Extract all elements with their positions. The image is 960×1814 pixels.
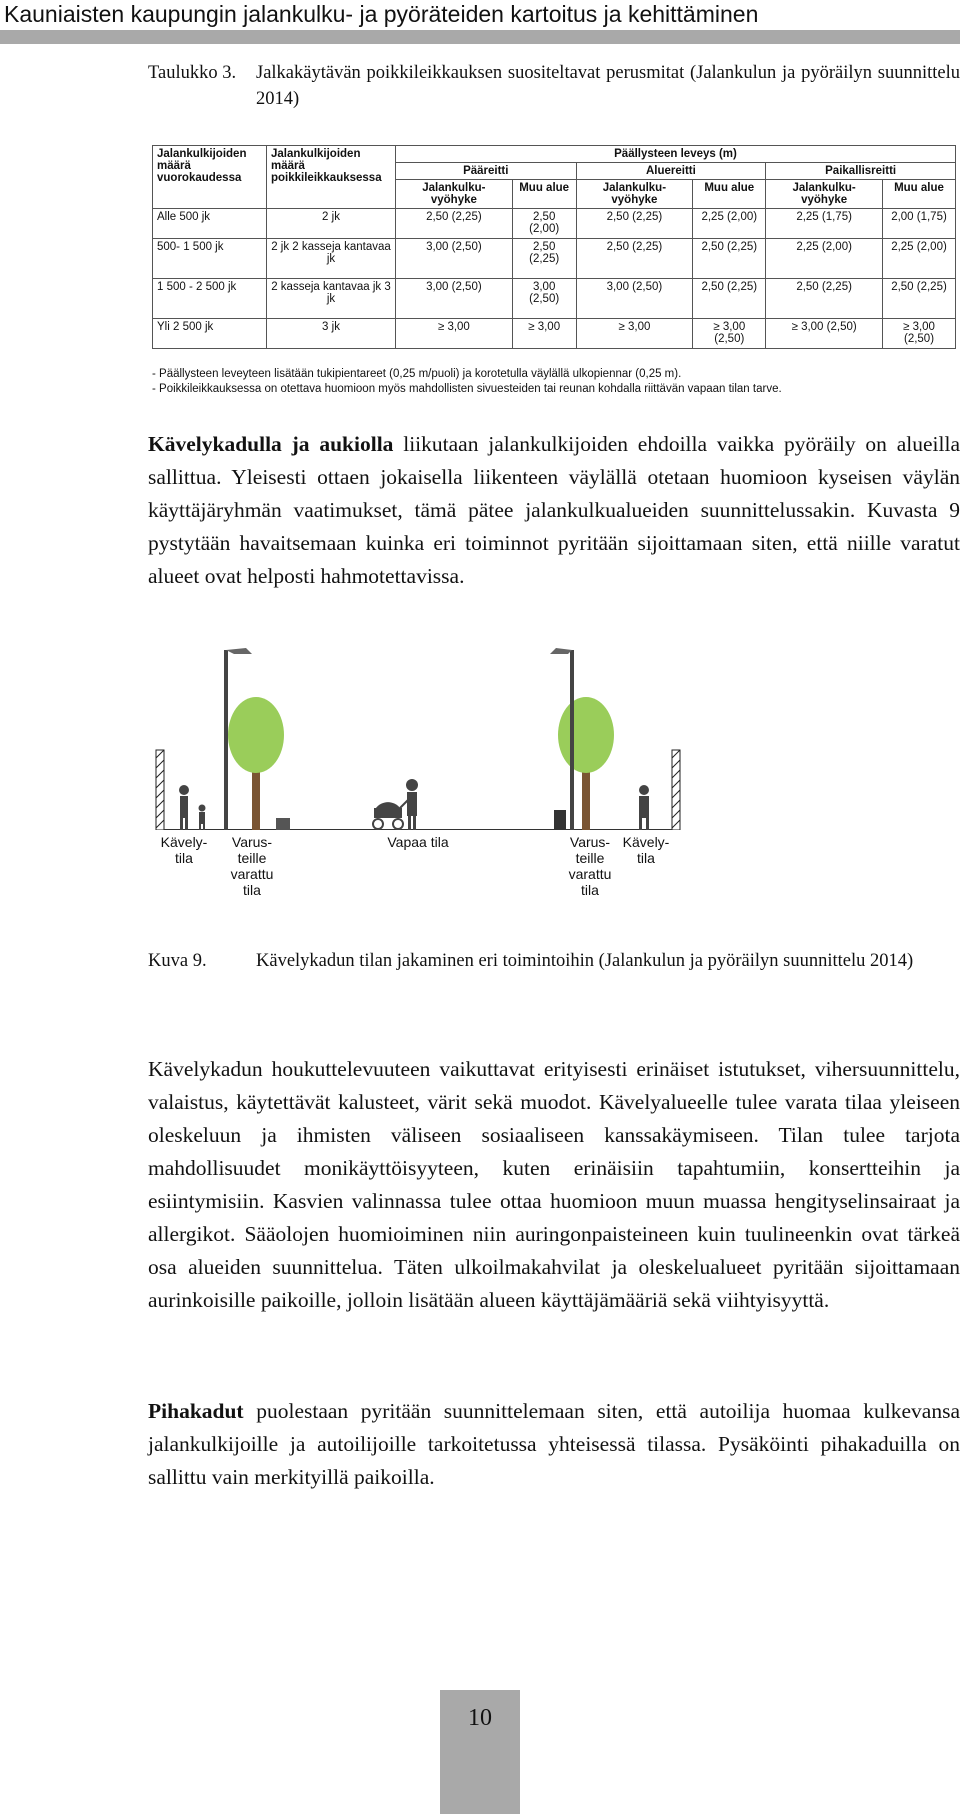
tree-left-icon <box>228 697 284 830</box>
paragraph-lead: Pihakadut <box>148 1399 244 1423</box>
bench-icon <box>276 818 290 830</box>
paragraph-yard-streets <box>148 1395 960 1494</box>
cell-value: 3,00 (2,50) <box>396 239 513 279</box>
paragraph-pedestrian-street <box>148 428 960 593</box>
cell-section: 2 jk <box>267 209 396 239</box>
paragraph-body: Kävelykadun houkuttelevuuteen vaikuttavat erityisesti erinäiset istutukset, vihersuunnittelu, valaistus, käytettävät kalusteet, värit sekä muodot. Kävelyalueelle tulee varata tilaa yleiseen oleskeluun ja ihmisten väliseen sosiaaliseen kanssakäymiseen. Tilan tulee tarjota mahdollisuudet monikäyttöisyyteen, kuten erinäisiin tapahtumiin, konsertteihin ja esiintymisiin. Kasvien valinnassa tulee ottaa huomioon muun muassa hengityselinsairaat ja allergikot. Sääolojen huomioiminen niin auringonpaisteineen kuin tuulineenkin ovat tärkeä osa alueiden suunnittelua. Täten ulkoilmakahvilat ja oleskelualueet pyritään sijoittamaan aurinkoisille paikoille, jolloin lisätään alueen käyttäjämääriä sekä viihtyisyyttä. <box>148 1057 960 1312</box>
paragraph-lead: Kävelykadulla ja aukiolla <box>148 432 394 456</box>
page-number: 10 <box>440 1690 520 1814</box>
cell-value: 2,50 (2,25) <box>576 209 693 239</box>
subheader: Jalankulku-vyöhyke <box>576 180 693 209</box>
cell-value: 2,50 (2,25) <box>883 279 956 319</box>
trash-bin-icon <box>554 810 566 830</box>
table-note: - Päällysteen leveyteen lisätään tukipientareet (0,25 m/puoli) ja korotetulla väylällä ulkopiennar (0,25 m). <box>152 368 682 380</box>
figure-caption <box>148 948 960 1004</box>
table-caption <box>148 60 960 116</box>
tree-right-icon <box>558 697 614 830</box>
table-row <box>153 279 956 319</box>
table-row <box>153 209 956 239</box>
cell-value: ≥ 3,00 <box>396 319 513 349</box>
subheader: Muu alue <box>512 180 576 209</box>
cell-section: 2 kasseja kantavaa jk 3 jk <box>267 279 396 319</box>
pedestrians-left-icon <box>179 785 206 830</box>
paragraph-body: liikutaan jalankulkijoiden ehdoilla vaikka pyöräily on alueilla sallittua. Yleisesti ottaen jokaisella liikenteen väylällä otetaan huomioon kyseisen väylän käyttäjäryhmän vaatimukset, tämä pätee jalankulkualueiden suunnittelussakin. Kuvasta 9 pystytään havaitsemaan kuinka eri toiminnot pyritään sijoittamaan siten, että niille varatut alueet ovat helposti hahmotettavissa. <box>148 432 960 588</box>
table-row <box>153 319 956 349</box>
building-wall-left-icon <box>156 750 164 830</box>
cell-section: 3 jk <box>267 319 396 349</box>
label-furniture-space-left: Varus- teille varattu tila <box>230 834 274 898</box>
cell-value: 2,50 (2,25) <box>576 239 693 279</box>
subheader: Muu alue <box>883 180 956 209</box>
cell-value: ≥ 3,00 <box>512 319 576 349</box>
cell-daily: 1 500 - 2 500 jk <box>153 279 267 319</box>
table-row <box>153 239 956 279</box>
header-route-area: Aluereitti <box>576 163 766 180</box>
cell-value: 2,25 (2,00) <box>693 209 766 239</box>
cell-value: 2,50 (2,25) <box>766 279 883 319</box>
cell-value: ≥ 3,00 (2,50) <box>693 319 766 349</box>
label-free-space: Vapaa tila <box>387 834 449 850</box>
table-caption-text: Jalkakäytävän poikkileikkauksen suositeltavat perusmitat (Jalankulun ja pyöräilyn suunnittelu 2014) <box>256 63 960 109</box>
subheader: Muu alue <box>693 180 766 209</box>
cell-section: 2 jk 2 kasseja kantavaa jk <box>267 239 396 279</box>
subheader: Jalankulku-vyöhyke <box>766 180 883 209</box>
subheader: Jalankulku-vyöhyke <box>396 180 513 209</box>
paragraph-attractiveness <box>148 1053 960 1317</box>
cell-value: ≥ 3,00 <box>576 319 693 349</box>
header-daily: Jalankulkijoiden määrä vuorokaudessa <box>153 146 267 209</box>
cell-daily: Yli 2 500 jk <box>153 319 267 349</box>
figure-caption-text: Kävelykadun tilan jakaminen eri toimintoihin (Jalankulun ja pyöräilyn suunnittelu 2014) <box>256 951 914 971</box>
cell-value: 3,00 (2,50) <box>576 279 693 319</box>
street-section-figure <box>148 640 688 920</box>
label-walking-space-right: Kävely- tila <box>622 834 670 866</box>
cell-daily: Alle 500 jk <box>153 209 267 239</box>
stroller-pedestrian-icon <box>373 779 418 830</box>
dimensions-table <box>152 145 956 349</box>
header-route-main: Pääreitti <box>396 163 577 180</box>
cell-value: 2,50 (2,25) <box>693 239 766 279</box>
table-notes <box>152 367 956 397</box>
paragraph-body: puolestaan pyritään suunnittelemaan siten, että autoilija huomaa kulkevansa jalankulkijoille ja autoilijoille tarkoitetussa yhteisessä tilassa. Pysäköinti pihakaduilla on sallittu vain merkityillä paikoilla. <box>148 1399 960 1489</box>
cell-value: 2,50 (2,25) <box>512 239 576 279</box>
cell-value: 2,50 (2,25) <box>396 209 513 239</box>
cell-value: 2,25 (1,75) <box>766 209 883 239</box>
street-illustration <box>148 640 688 830</box>
figure-caption-label: Kuva 9. <box>148 951 207 971</box>
cell-value: 2,25 (2,00) <box>883 239 956 279</box>
header-divider <box>0 30 960 44</box>
header-width-group: Päällysteen leveys (m) <box>396 146 956 163</box>
label-furniture-space-right: Varus- teille varattu tila <box>568 834 612 898</box>
pedestrian-right-icon <box>639 785 649 830</box>
cell-value: ≥ 3,00 (2,50) <box>766 319 883 349</box>
building-wall-right-icon <box>672 750 680 830</box>
header-route-local: Paikallisreitti <box>766 163 956 180</box>
header-section: Jalankulkijoiden määrä poikkileikkauksessa <box>267 146 396 209</box>
cell-value: 3,00 (2,50) <box>396 279 513 319</box>
cell-daily: 500- 1 500 jk <box>153 239 267 279</box>
table-caption-label: Taulukko 3. <box>148 63 237 83</box>
page-header-title: Kauniaisten kaupungin jalankulku- ja pyöräteiden kartoitus ja kehittäminen <box>4 1 759 27</box>
cell-value: 3,00 (2,50) <box>512 279 576 319</box>
table-note: - Poikkileikkauksessa on otettava huomioon myös mahdollisten sivuesteiden tai reunan kohdalla riittävän vapaan tilan tarve. <box>152 383 782 395</box>
cell-value: 2,50 (2,25) <box>693 279 766 319</box>
cell-value: 2,00 (1,75) <box>883 209 956 239</box>
cell-value: ≥ 3,00 (2,50) <box>883 319 956 349</box>
label-walking-space-left: Kävely- tila <box>160 834 208 866</box>
cell-value: 2,50 (2,00) <box>512 209 576 239</box>
cell-value: 2,25 (2,00) <box>766 239 883 279</box>
